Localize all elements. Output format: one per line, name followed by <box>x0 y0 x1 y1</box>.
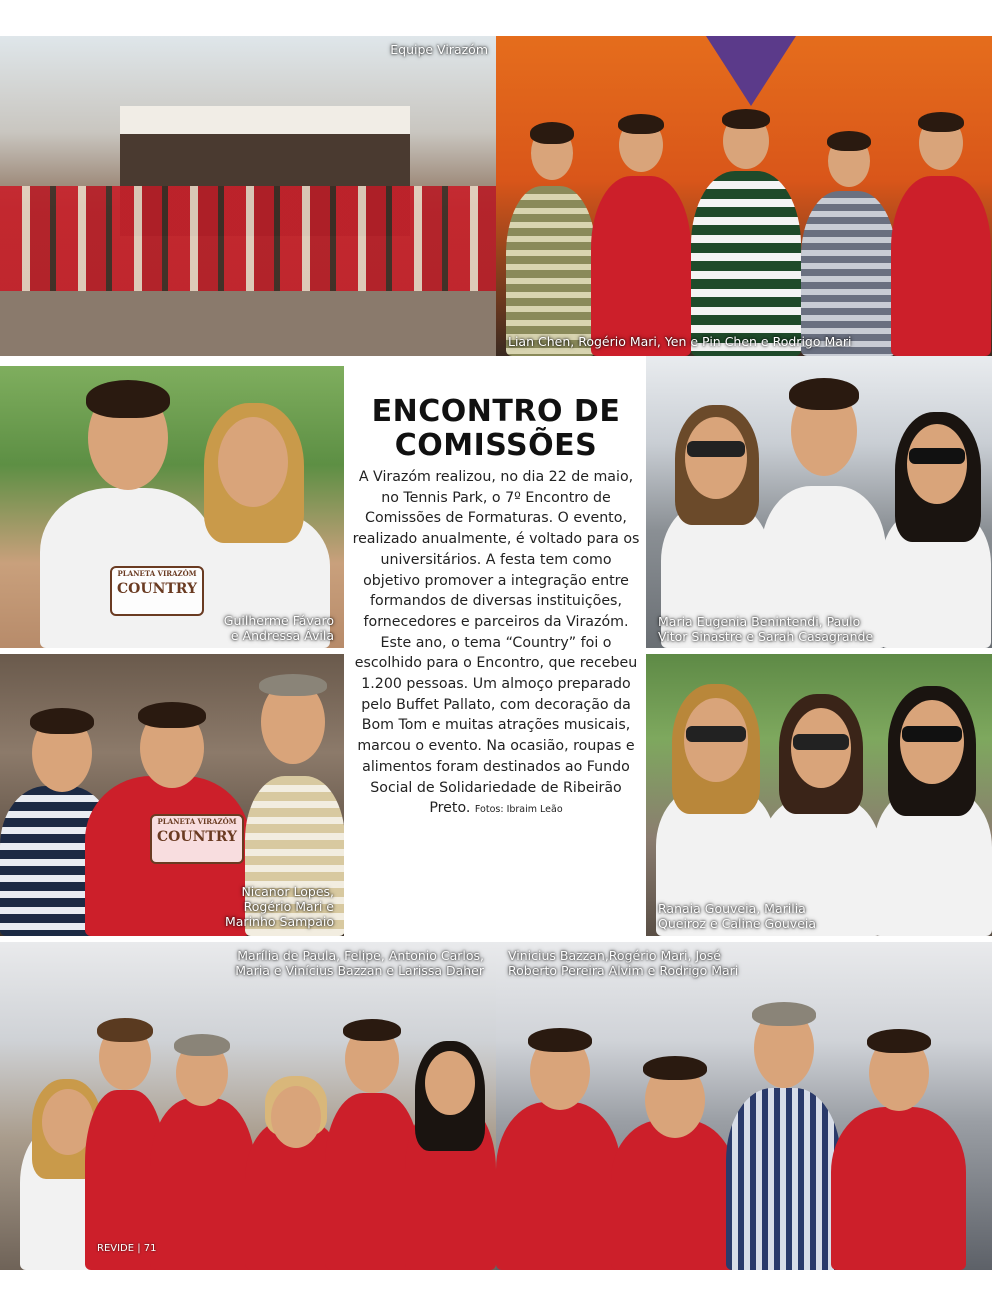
caption-marilia: Marília de Paula, Felipe, Antonio Carlos, Maria e Vinícius Bazzan e Larissa Daher <box>235 948 484 978</box>
caption-ranaia: Ranaia Gouveia, Marilia Queiroz e Caline Gouveia <box>658 901 817 931</box>
photo-chen-group <box>496 36 992 356</box>
caption-nicanor: Nicanor Lopes, Rogério Mari e Marinho Sampaio <box>224 884 334 929</box>
photo-maria-paulo-sarah <box>646 356 992 648</box>
caption-vinicius: Vinicius Bazzan,Rogério Mari, José Roberto Pereira Alvim e Rodrigo Mari <box>508 948 739 978</box>
caption-maria: Maria Eugenia Benintendi, Paulo Vitor Sinastre e Sarah Casagrande <box>658 614 874 644</box>
page-footer: REVIDE | 71 <box>97 1243 157 1254</box>
photo-team-virazom <box>0 36 496 356</box>
tee-logo: PLANETA VIRAZÓM COUNTRY <box>110 566 204 616</box>
photo-ranaia-marilia-caline <box>646 654 992 936</box>
photo-credit: Fotos: Ibraim Leão <box>474 804 563 816</box>
article-title: ENCONTRO DE COMISSÕES <box>371 394 621 463</box>
photo-marilia-family <box>0 942 496 1270</box>
tee-logo: PLANETA VIRAZÓM COUNTRY <box>150 814 244 864</box>
caption-team: Equipe Virazóm <box>390 42 488 57</box>
caption-guilherme: Guilherme Fávaro e Andressa Ávila <box>223 613 334 643</box>
photo-nicanor-rogerio-marinho <box>0 654 344 936</box>
article-body: A Virazóm realizou, no dia 22 de maio, no Tennis Park, o 7º Encontro de Comissões de Formaturas. O evento, realizado anualmente, é voltado para os universitários. A festa tem como objetivo promover a integração entre formandos de diversas instituições, fornecedores e parceiros da Virazóm. Este ano, o tema “Country” foi o escolhido para o Encontro, que recebeu 1.200 pessoas. Um almoço preparado pelo Buffet Pallato, com decoração da Bom Tom e muitas atrações musicais, marcou o evento. Na ocasião, roupas e alimentos foram destinados ao Fundo Social de Solidariedade de Ribeirão Preto. Fotos: Ibraim Leão <box>352 469 640 817</box>
photo-guilherme-andressa <box>0 366 344 648</box>
article <box>350 395 642 821</box>
caption-chen: Lian Chen, Rogério Mari, Yen e Pin Chen e Rodrigo Mari <box>508 334 852 349</box>
photo-vinicius-group <box>496 942 992 1270</box>
